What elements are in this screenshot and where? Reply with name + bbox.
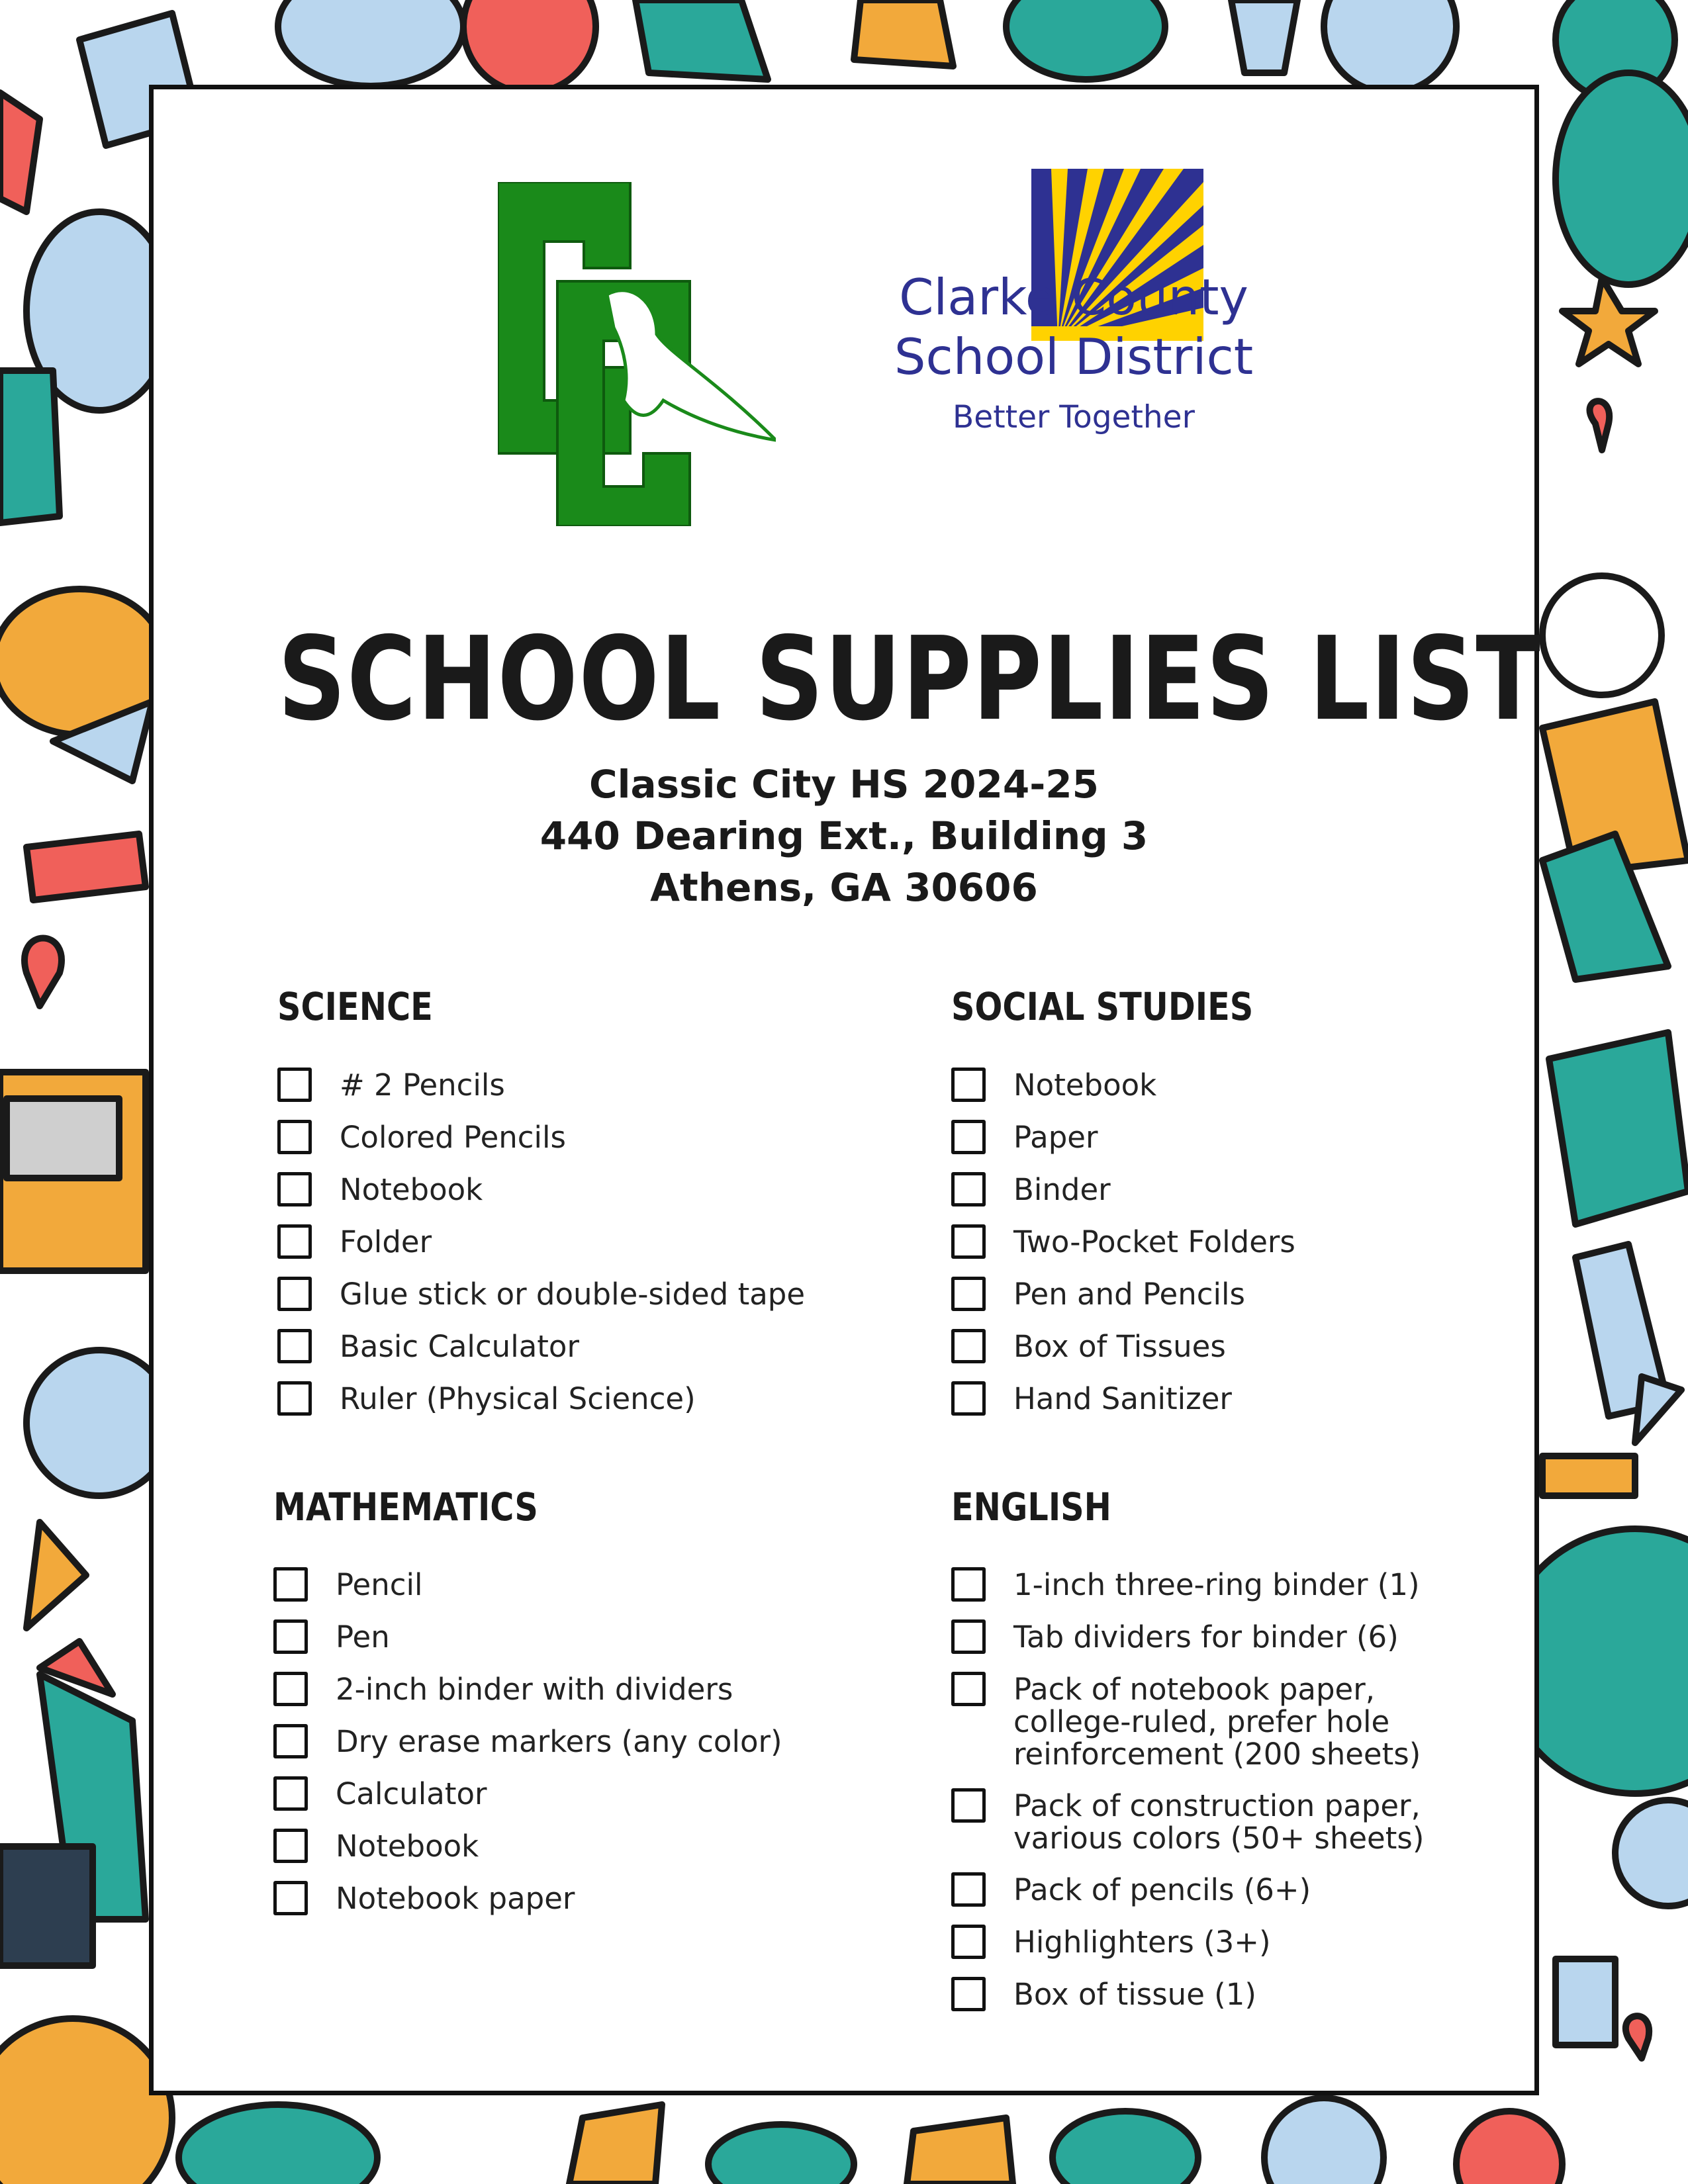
checkbox[interactable] — [951, 1977, 986, 2011]
item-label: Pen — [336, 1619, 390, 1655]
checkbox[interactable] — [951, 1172, 986, 1206]
item-label: Calculator — [336, 1776, 487, 1811]
district-logo — [862, 169, 1286, 539]
checkbox[interactable] — [277, 1120, 312, 1154]
checkbox[interactable] — [273, 1672, 308, 1706]
district-name-line1: Clarke County — [899, 268, 1248, 326]
checkbox[interactable] — [277, 1224, 312, 1259]
checkbox[interactable] — [273, 1776, 308, 1811]
checkbox[interactable] — [277, 1329, 312, 1363]
item-label-line1: Pack of notebook paper, — [1013, 1672, 1376, 1707]
checkbox[interactable] — [277, 1277, 312, 1311]
item-label: Hand Sanitizer — [1013, 1381, 1232, 1416]
item-label: Pen and Pencils — [1013, 1277, 1245, 1312]
item-label: Two-Pocket Folders — [1013, 1224, 1295, 1259]
checkbox[interactable] — [951, 1120, 986, 1154]
item-label: Pack of pencils (6+) — [1013, 1872, 1311, 1907]
checkbox[interactable] — [273, 1567, 308, 1602]
checkbox[interactable] — [273, 1829, 308, 1863]
checkbox[interactable] — [951, 1672, 986, 1706]
item-label: Binder — [1013, 1172, 1111, 1207]
english-heading: ENGLISH — [951, 1484, 1111, 1529]
checkbox[interactable] — [273, 1724, 308, 1758]
item-label-line2: various colors (50+ sheets) — [1013, 1821, 1425, 1856]
checkbox[interactable] — [951, 1068, 986, 1102]
social-studies-heading: SOCIAL STUDIES — [951, 984, 1254, 1029]
district-name-line2: School District — [894, 328, 1254, 386]
item-label: Notebook — [336, 1829, 479, 1864]
checkbox[interactable] — [277, 1381, 312, 1416]
item-label: Ruler (Physical Science) — [340, 1381, 696, 1416]
item-label: Box of Tissues — [1013, 1329, 1226, 1364]
checkbox[interactable] — [951, 1567, 986, 1602]
item-label: Tab dividers for binder (6) — [1013, 1619, 1399, 1655]
checkbox[interactable] — [273, 1619, 308, 1654]
item-label: Notebook — [1013, 1068, 1157, 1103]
item-label: Glue stick or double-sided tape — [340, 1277, 806, 1312]
item-label-line2: college-ruled, prefer hole — [1013, 1704, 1390, 1739]
checkbox[interactable] — [277, 1068, 312, 1102]
mathematics-heading: MATHEMATICS — [273, 1484, 538, 1529]
item-label: Paper — [1013, 1120, 1098, 1155]
checkbox[interactable] — [951, 1277, 986, 1311]
item-label: Dry erase markers (any color) — [336, 1724, 782, 1759]
item-label: # 2 Pencils — [340, 1068, 505, 1103]
checkbox[interactable] — [273, 1881, 308, 1915]
item-label: Pencil — [336, 1567, 423, 1602]
page-title: SCHOOL SUPPLIES LIST — [277, 612, 1542, 747]
item-label: Basic Calculator — [340, 1329, 579, 1364]
checkbox[interactable] — [951, 1224, 986, 1259]
item-label-line1: Pack of construction paper, — [1013, 1788, 1421, 1823]
item-label: 1-inch three-ring binder (1) — [1013, 1567, 1420, 1602]
checkbox[interactable] — [951, 1329, 986, 1363]
checkbox[interactable] — [277, 1172, 312, 1206]
checkbox[interactable] — [951, 1788, 986, 1823]
supply-list-sheet — [149, 85, 1542, 2095]
street-address: 440 Dearing Ext., Building 3 — [539, 813, 1149, 858]
city-address: Athens, GA 30606 — [650, 865, 1038, 910]
item-label: Highlighters (3+) — [1013, 1925, 1271, 1960]
school-name: Classic City HS 2024-25 — [589, 762, 1099, 807]
item-label: Notebook paper — [336, 1881, 575, 1916]
item-label: Colored Pencils — [340, 1120, 566, 1155]
item-label: Folder — [340, 1224, 432, 1259]
checkbox[interactable] — [951, 1925, 986, 1959]
district-tagline: Better Together — [953, 399, 1195, 435]
checkbox[interactable] — [951, 1872, 986, 1907]
checkbox[interactable] — [951, 1381, 986, 1416]
science-heading: SCIENCE — [277, 984, 433, 1029]
item-label: 2-inch binder with dividers — [336, 1672, 733, 1707]
checkbox[interactable] — [951, 1619, 986, 1654]
item-label: Box of tissue (1) — [1013, 1977, 1256, 2012]
classic-city-logo — [498, 182, 776, 526]
item-label-line3: reinforcement (200 sheets) — [1013, 1737, 1421, 1772]
item-label: Notebook — [340, 1172, 483, 1207]
